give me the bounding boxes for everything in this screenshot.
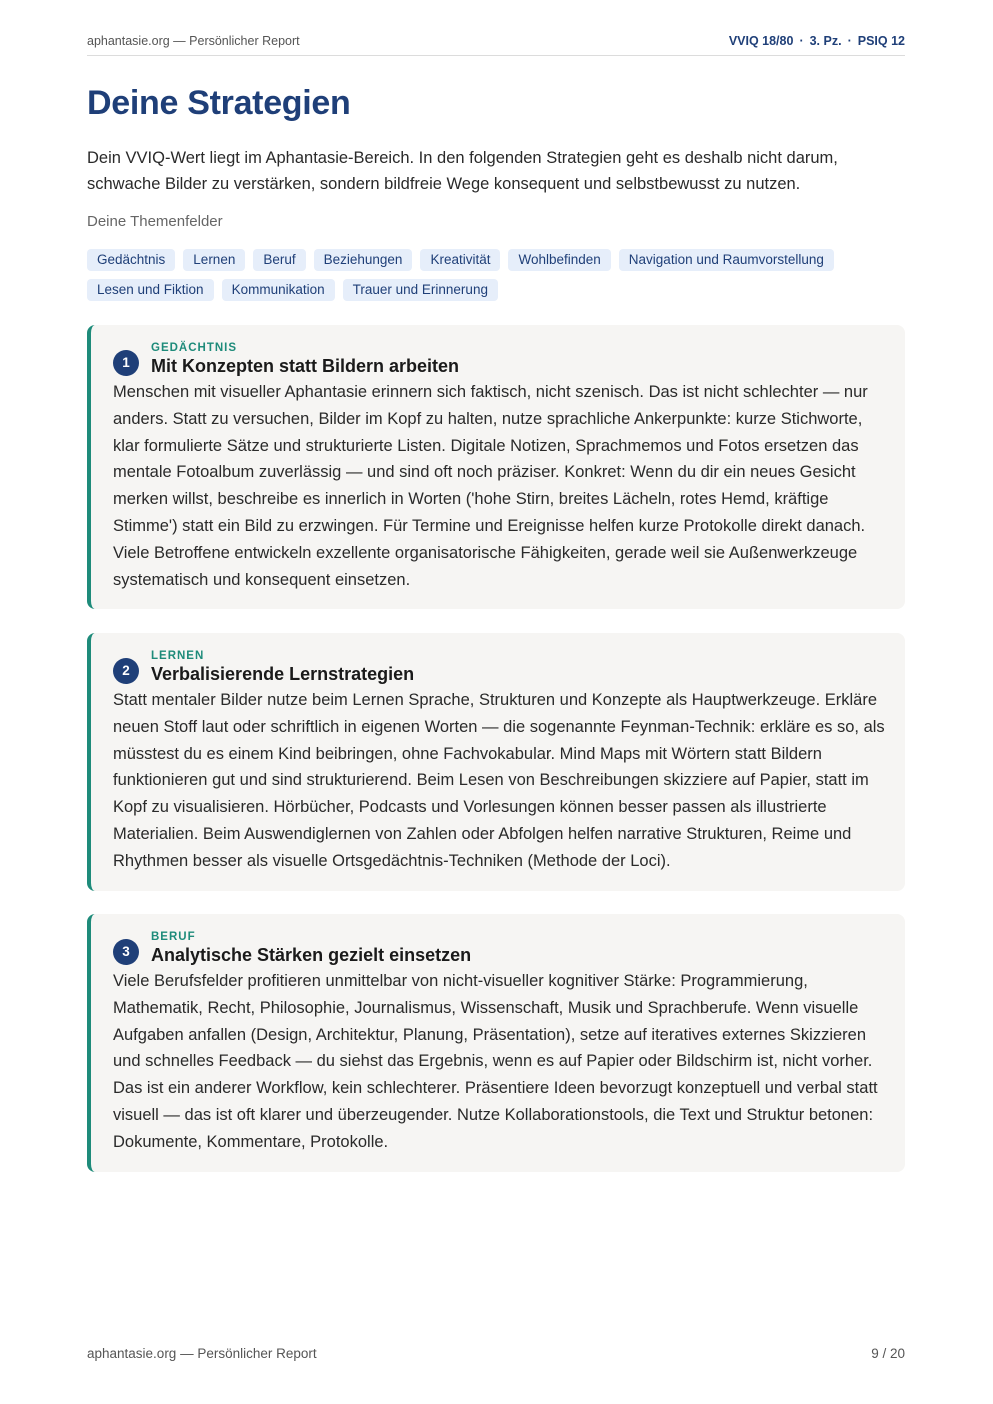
separator-dot: · xyxy=(847,34,852,48)
topic-chip: Lesen und Fiktion xyxy=(87,279,214,301)
strategy-body: Menschen mit visueller Aphantasie erinnern sich faktisch, nicht szenisch. Das ist nicht schlechter — nur anders. Statt zu versuchen, Bilder im Kopf zu halten, nutze sprachliche Ankerpunkte: kurze Stichworte, klar formulierte Sätze und strukturierte Listen. Digitale Notizen, Sprachmemos und Fotos ersetzen das mentale Fotoalbum zuverlässig — und sind oft noch präziser. Konkret: Wenn du dir ein neues Gesicht merken willst, beschreibe es innerlich in Worten ('hohe Stirn, breites Lächeln, rotes Hemd, kräftige Stimme') statt ein Bild zu erzwingen. Für Termine und Ereignisse helfen kurze Protokolle direkt danach. Viele Betroffene entwickeln exzellente organisatorische Fähigkeiten, gerade weil sie Außenwerkzeuge systematisch und konsequent einsetzen. xyxy=(113,383,868,589)
strategy-number-badge: 3 xyxy=(113,939,139,965)
strategy-category: LERNEN xyxy=(151,650,205,662)
topic-chip: Trauer und Erinnerung xyxy=(343,279,498,301)
strategy-number-badge: 2 xyxy=(113,658,139,684)
topic-chip: Lernen xyxy=(183,249,245,271)
header-scores xyxy=(729,28,905,48)
strategy-body: Statt mentaler Bilder nutze beim Lernen Sprache, Strukturen und Konzepte als Hauptwerkzeuge. Erkläre neuen Stoff laut oder schriftlich in eigenen Worten — die sogenannte Feynman-Technik: erkläre es so, als müsstest du es einem Kind beibringen, ohne Fachvokabular. Mind Maps mit Wörtern statt Bildern funktionieren gut und sind strukturierend. Beim Lesen von Beschreibungen skizziere auf Papier, statt im Kopf zu visualisieren. Hörbücher, Podcasts und Vorlesungen können besser passen als illustrierte Materialien. Beim Auswendiglernen von Zahlen oder Abfolgen helfen narrative Strukturen, Reime und Rhythmen besser als visuelle Ortsgedächtnis-Techniken (Methode der Loci). xyxy=(113,691,885,870)
page-title: Deine Strategien xyxy=(87,84,351,122)
strategy-title: Verbalisierende Lernstrategien xyxy=(151,664,415,684)
page-number: 9 / 20 xyxy=(871,1346,905,1361)
strategy-number-badge: 1 xyxy=(113,350,139,376)
strategy-card xyxy=(87,633,905,891)
strategy-card xyxy=(87,914,905,1172)
strategy-body: Viele Berufsfelder profitieren unmittelbar von nicht-visueller kognitiver Stärke: Programmierung, Mathematik, Recht, Philosophie, Journalismus, Wissenschaft, Musik und Sprachberufe. Wenn visuelle Aufgaben anfallen (Design, Architektur, Planung, Präsentation), setze auf iteratives externes Skizzieren und schnelles Feedback — du siehst das Ergebnis, wenn es auf Papier oder Bildschirm ist, nicht vorher. Das ist ein anderer Workflow, kein schlechterer. Präsentiere Ideen bevorzugt konzeptuell und verbal statt visuell — das ist oft klarer und überzeugender. Nutze Kollaborationstools, die Text und Struktur betonen: Dokumente, Kommentare, Protokolle. xyxy=(113,972,878,1151)
topic-chips xyxy=(87,249,887,301)
page-header xyxy=(87,28,905,56)
separator-dot: · xyxy=(799,34,804,48)
topics-label: Deine Themenfelder xyxy=(87,213,223,230)
page-footer xyxy=(87,1346,905,1361)
strategy-title: Analytische Stärken gezielt einsetzen xyxy=(151,945,472,965)
topic-chip: Beruf xyxy=(253,249,305,271)
strategy-category: GEDÄCHTNIS xyxy=(151,342,238,354)
psiq-score: PSIQ 12 xyxy=(857,34,905,48)
topic-chip: Gedächtnis xyxy=(87,249,175,271)
strategy-category: BERUF xyxy=(151,931,196,943)
topic-chip: Navigation und Raumvorstellung xyxy=(619,249,834,271)
topic-chip: Kommunikation xyxy=(222,279,335,301)
strategy-card xyxy=(87,325,905,609)
vviq-score: VVIQ 18/80 xyxy=(728,34,794,48)
percentile: 3. Pz. xyxy=(809,34,842,48)
intro-text: Dein VVIQ-Wert liegt im Aphantasie-Bereich. In den folgenden Strategien geht es deshalb nicht darum, schwache Bilder zu verstärken, sondern bildfreie Wege konsequent und selbstbewusst zu nutzen. xyxy=(87,149,838,193)
topic-chip: Kreativität xyxy=(420,249,500,271)
topic-chip: Wohlbefinden xyxy=(508,249,610,271)
header-site-label: aphantasie.org — Persönlicher Report xyxy=(87,34,300,48)
topic-chip: Beziehungen xyxy=(314,249,413,271)
footer-site-label: aphantasie.org — Persönlicher Report xyxy=(87,1346,317,1361)
strategy-title: Mit Konzepten statt Bildern arbeiten xyxy=(151,356,460,376)
